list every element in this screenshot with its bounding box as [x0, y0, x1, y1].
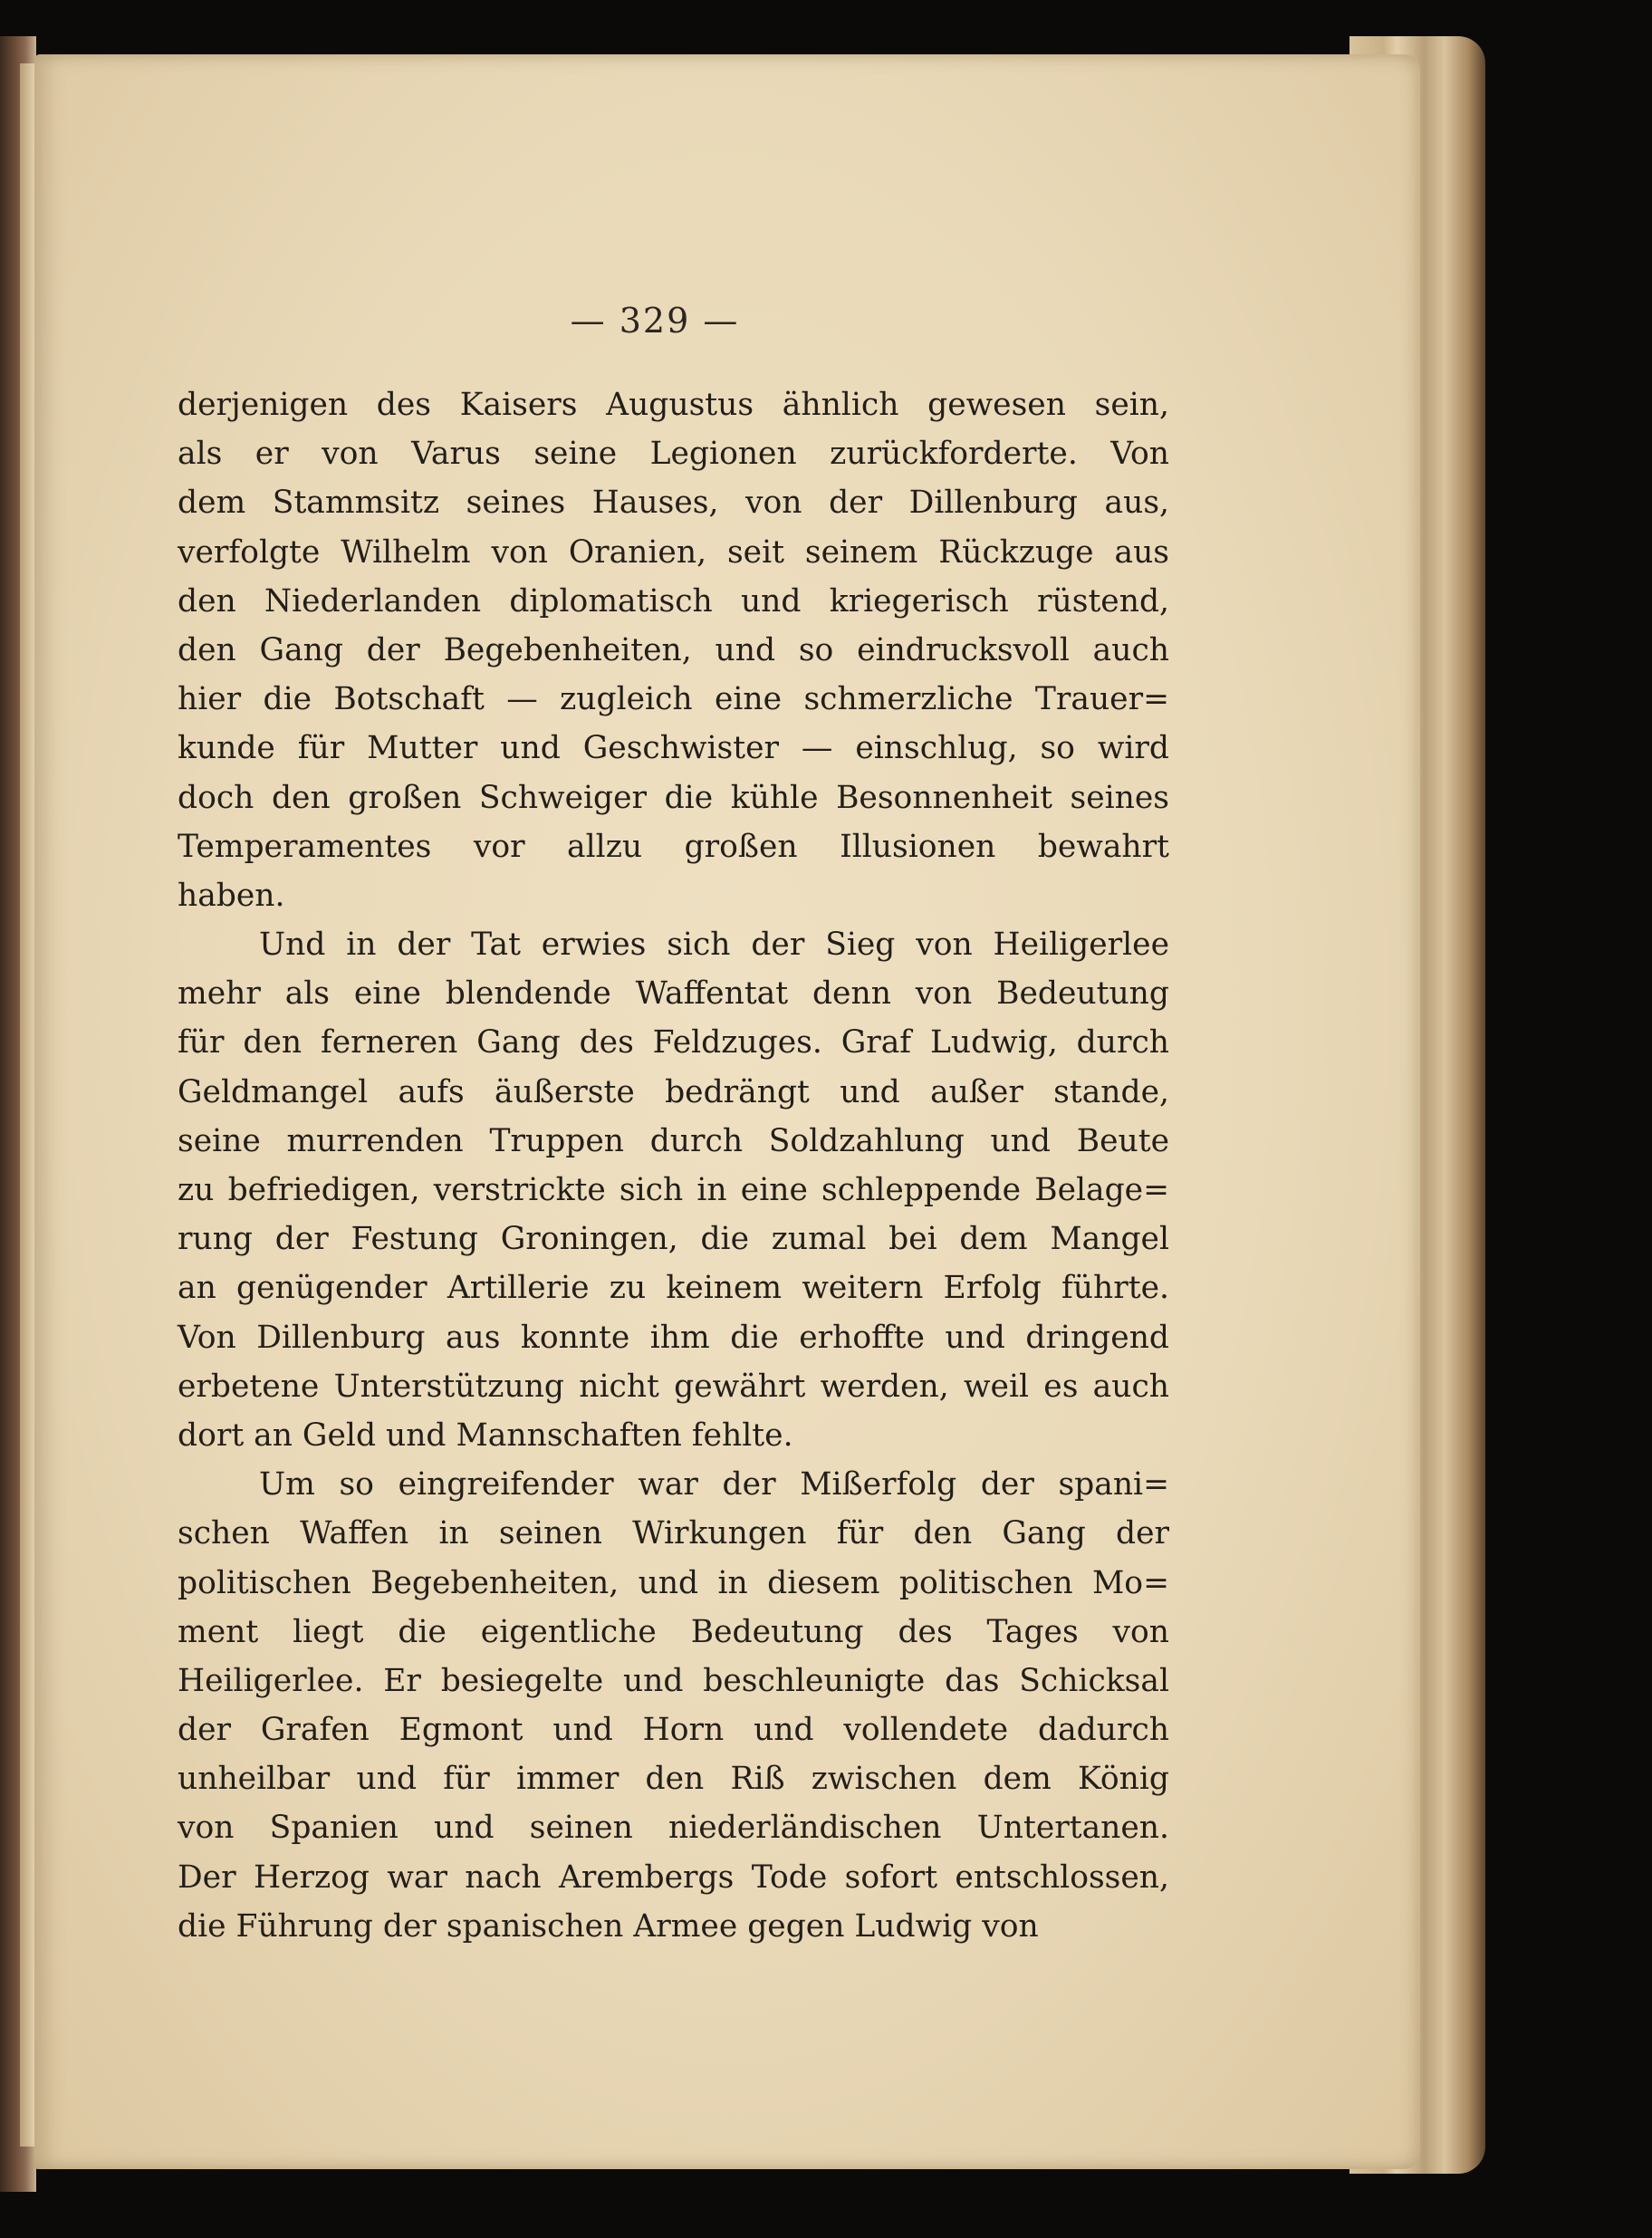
text-line: politischen Begebenheiten, und in diesem politischen Mo=: [178, 1564, 1169, 1601]
book-page: [34, 54, 1420, 2169]
text-line: erbetene Unterstützung nicht gewährt werden, weil es auch: [178, 1368, 1169, 1405]
text-line: ment liegt die eigentliche Bedeutung des Tages von: [178, 1613, 1169, 1650]
text-line: Temperamentes vor allzu großen Illusionen bewahrt: [178, 828, 1169, 865]
page-number: — 329 —: [570, 301, 740, 341]
text-line: der Grafen Egmont und Horn und vollendete dadurch: [178, 1712, 1169, 1749]
text-line: die Führung der spanischen Armee gegen Ludwig von: [178, 1907, 1039, 1945]
paragraph: [178, 920, 1169, 1460]
text-line: Geldmangel aufs äußerste bedrängt und außer stande,: [178, 1073, 1169, 1110]
text-line: verfolgte Wilhelm von Oranien, seit seinem Rückzuge aus: [178, 533, 1169, 571]
text-line: Von Dillenburg aus konnte ihm die erhoffte und dringend: [178, 1319, 1169, 1356]
text-line: als er von Varus seine Legionen zurückforderte. Von: [178, 436, 1169, 473]
text-line: Und in der Tat erwies sich der Sieg von Heiligerlee: [259, 927, 1169, 964]
text-line: schen Waffen in seinen Wirkungen für den Gang der: [178, 1515, 1169, 1552]
text-line: derjenigen des Kaisers Augustus ähnlich gewesen sein,: [178, 387, 1169, 423]
text-line: von Spanien und seinen niederländischen Untertanen.: [178, 1810, 1169, 1847]
text-line: unheilbar und für immer den Riß zwischen dem König: [178, 1761, 1169, 1798]
text-line: kunde für Mutter und Geschwister — einschlug, so wird: [178, 730, 1169, 767]
text-line: den Gang der Begebenheiten, und so eindrucksvoll auch: [178, 631, 1169, 668]
text-line: mehr als eine blendende Waffentat denn von Bedeutung: [178, 975, 1169, 1013]
text-line: für den ferneren Gang des Feldzuges. Graf Ludwig, durch: [178, 1024, 1169, 1061]
text-line: doch den großen Schweiger die kühle Besonnenheit seines: [178, 779, 1169, 816]
body-text: [178, 380, 1169, 1951]
text-line: Heiligerlee. Er besiegelte und beschleunigte das Schicksal: [178, 1662, 1169, 1699]
text-line: hier die Botschaft — zugleich eine schmerzliche Trauer=: [178, 681, 1169, 718]
text-line: dem Stammsitz seines Hauses, von der Dillenburg aus,: [178, 485, 1169, 522]
paragraph: [178, 380, 1169, 920]
text-line: den Niederlanden diplomatisch und kriegerisch rüstend,: [178, 582, 1169, 620]
text-line: haben.: [178, 877, 285, 914]
paragraph: [178, 1460, 1169, 1951]
text-line: rung der Festung Groningen, die zumal bei dem Mangel: [178, 1221, 1169, 1258]
text-line: Um so eingreifender war der Mißerfolg der spani=: [259, 1466, 1169, 1503]
text-line: dort an Geld und Mannschaften fehlte.: [178, 1417, 793, 1454]
text-line: seine murrenden Truppen durch Soldzahlung und Beute: [178, 1122, 1169, 1159]
text-line: an genügender Artillerie zu keinem weitern Erfolg führte.: [178, 1270, 1169, 1307]
text-line: Der Herzog war nach Arembergs Tode sofort entschlossen,: [178, 1859, 1169, 1896]
text-line: zu befriedigen, verstrickte sich in eine schleppende Belage=: [178, 1172, 1169, 1208]
